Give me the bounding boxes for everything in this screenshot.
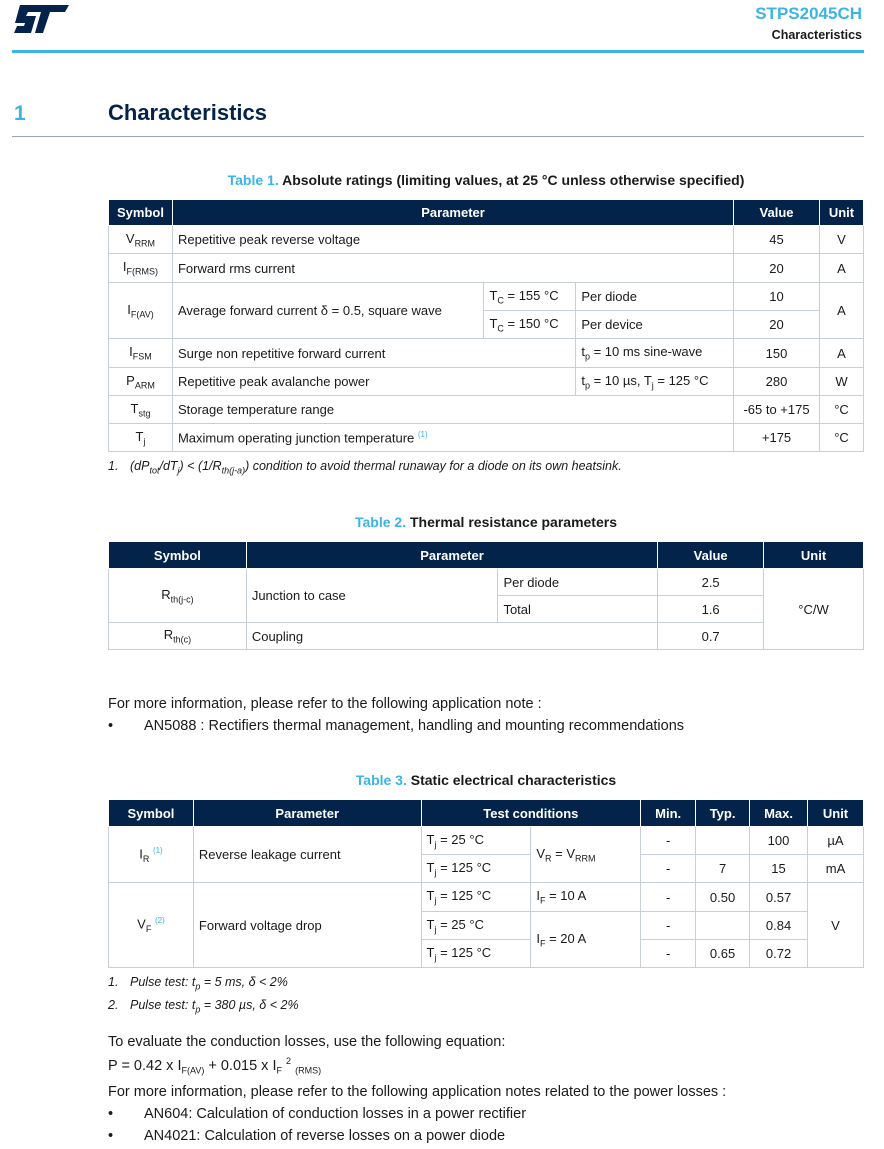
header-section-name: Characteristics (771, 28, 862, 42)
symbol-cell: $R_{th(c)}$ (109, 623, 247, 650)
section-number: 1 (14, 102, 26, 125)
table-row (109, 569, 864, 596)
col-unit: Unit (808, 800, 864, 827)
value-cell: 20 (734, 254, 820, 283)
max-cell: 0.72 (750, 940, 808, 968)
value-cell: 0.7 (658, 623, 764, 650)
symbol-cell: $I_{F(AV)}$ (109, 283, 173, 339)
app-note-intro: For more information, please refer to the following application note : (108, 696, 542, 712)
table-row (109, 254, 864, 283)
unit-cell: V (808, 883, 864, 968)
table-row (109, 424, 864, 452)
col-unit: Unit (764, 542, 864, 569)
app-note-item: • AN5088 : Rectifiers thermal management, handling and mounting recommendations (108, 718, 685, 734)
value-cell: 45 (734, 226, 820, 254)
table-row (109, 339, 864, 368)
table3-label: Table 3. (355, 772, 407, 788)
table1-caption (108, 172, 864, 188)
parameter-cell: Coupling (246, 623, 657, 650)
condition-cell: Per device (576, 311, 734, 339)
symbol-cell: $T_{stg}$ (109, 396, 173, 424)
condition-cell: $T_j = 125$ °C (421, 940, 531, 968)
value-cell: 2.5 (658, 569, 764, 596)
col-test-conditions: Test conditions (421, 800, 641, 827)
table-header-row (109, 542, 864, 569)
value-cell: 1.6 (658, 596, 764, 623)
col-symbol: Symbol (109, 542, 247, 569)
thermal-resistance-table (108, 541, 864, 650)
parameter-cell: Forward rms current (172, 254, 733, 283)
min-cell: - (641, 912, 696, 940)
min-cell: - (641, 855, 696, 883)
min-cell: - (641, 940, 696, 968)
col-parameter: Parameter (172, 200, 733, 226)
unit-cell: A (819, 283, 863, 339)
bullet-icon: • (108, 718, 114, 734)
condition-cell: $I_F = 10$ A (531, 883, 641, 912)
condition-cell: $V_R = V_{RRM}$ (531, 827, 641, 883)
col-parameter: Parameter (246, 542, 657, 569)
max-cell: 0.84 (750, 912, 808, 940)
parameter-cell: Repetitive peak avalanche power (172, 368, 575, 396)
symbol-cell: $I_{F(RMS)}$ (109, 254, 173, 283)
unit-cell: V (819, 226, 863, 254)
st-logo (14, 4, 70, 34)
min-cell: - (641, 883, 696, 912)
unit-cell: mA (808, 855, 864, 883)
condition-cell: $T_j = 25$ °C (421, 912, 531, 940)
parameter-cell: Storage temperature range (172, 396, 733, 424)
value-cell: 10 (734, 283, 820, 311)
table-header-row (109, 200, 864, 226)
condition-cell: $t_p = 10$ µs, $T_j = 125$ °C (576, 368, 734, 396)
equation-intro: To evaluate the conduction losses, use the following equation: (108, 1034, 506, 1050)
unit-cell: W (819, 368, 863, 396)
unit-cell: °C (819, 396, 863, 424)
value-cell: 150 (734, 339, 820, 368)
condition-cell: $I_F = 20$ A (531, 912, 641, 968)
table2-label: Table 2. (355, 514, 407, 530)
static-electrical-table (108, 799, 864, 968)
table1-label: Table 1. (227, 172, 279, 188)
max-cell: 15 (750, 855, 808, 883)
condition-cell: $T_C = 150$ °C (484, 311, 576, 339)
condition-cell: Total (498, 596, 658, 623)
table-header-row (109, 800, 864, 827)
max-cell: 0.57 (750, 883, 808, 912)
parameter-cell: Reverse leakage current (193, 827, 421, 883)
table-row (109, 883, 864, 912)
table1-footnote: 1. $(dP_{tot}/dT_j) < (1/R_{th(j-a)})$ condition to avoid thermal runaway for a diode on its own heatsink. (108, 459, 622, 476)
unit-cell: °C (819, 424, 863, 452)
table-row (109, 283, 864, 311)
parameter-cell: Average forward current δ = 0.5, square wave (172, 283, 483, 339)
condition-cell: Per diode (576, 283, 734, 311)
table2-caption (108, 514, 864, 530)
parameter-cell: Junction to case (246, 569, 498, 623)
table-row (109, 226, 864, 254)
parameter-cell: Repetitive peak reverse voltage (172, 226, 733, 254)
symbol-cell: $I_{FSM}$ (109, 339, 173, 368)
symbol-cell: $P_{ARM}$ (109, 368, 173, 396)
col-symbol: Symbol (109, 800, 194, 827)
typ-cell (696, 827, 750, 855)
table-row (109, 623, 864, 650)
footnote-ref: (1) (417, 429, 428, 439)
unit-cell: µA (808, 827, 864, 855)
col-parameter: Parameter (193, 800, 421, 827)
table2-title: Thermal resistance parameters (409, 514, 617, 530)
table-row (109, 827, 864, 855)
bullet-icon: • (108, 1106, 114, 1122)
app-note-item: • AN4021: Calculation of reverse losses on a power diode (108, 1128, 506, 1144)
condition-cell: Per diode (498, 569, 658, 596)
table3-footnote-2: 2. Pulse test: $t_p = 380$ µs, δ < 2% (108, 998, 299, 1015)
symbol-cell: $V_{RRM}$ (109, 226, 173, 254)
bullet-icon: • (108, 1128, 114, 1144)
parameter-cell: Surge non repetitive forward current (172, 339, 575, 368)
value-cell: 20 (734, 311, 820, 339)
table3-title: Static electrical characteristics (410, 772, 617, 788)
table3-caption (108, 772, 864, 788)
typ-cell: 7 (696, 855, 750, 883)
section-title: Characteristics (108, 100, 267, 125)
condition-cell: $T_j = 125$ °C (421, 883, 531, 912)
document-id: STPS2045CH (755, 4, 862, 23)
condition-cell: $T_C = 155$ °C (484, 283, 576, 311)
symbol-cell: $V_F$ $^{(2)}$ (109, 883, 194, 968)
table3-footnote-1: 1. Pulse test: $t_p = 5$ ms, δ < 2% (108, 975, 288, 992)
section-rule (12, 136, 864, 137)
value-cell: 280 (734, 368, 820, 396)
min-cell: - (641, 827, 696, 855)
symbol-cell: $R_{th(j-c)}$ (109, 569, 247, 623)
unit-cell: A (819, 339, 863, 368)
symbol-cell: $T_j$ (109, 424, 173, 452)
col-typ: Typ. (696, 800, 750, 827)
app-note-item: • AN604: Calculation of conduction losses in a power rectifier (108, 1106, 527, 1122)
app-notes-intro: For more information, please refer to the following application notes related to the power losses : (108, 1084, 727, 1100)
header-rule (12, 50, 864, 53)
typ-cell: 0.65 (696, 940, 750, 968)
value-cell: -65 to +175 (734, 396, 820, 424)
typ-cell: 0.50 (696, 883, 750, 912)
loss-equation: P = 0.42 x $I_{F(AV)} + 0.015$ x $I_F$ $^2$ $_{(RMS)}$ (108, 1056, 322, 1076)
col-max: Max. (750, 800, 808, 827)
parameter-cell: Forward voltage drop (193, 883, 421, 968)
col-unit: Unit (819, 200, 863, 226)
col-value: Value (734, 200, 820, 226)
unit-cell: °C/W (764, 569, 864, 650)
condition-cell: $T_j = 25$ °C (421, 827, 531, 855)
col-value: Value (658, 542, 764, 569)
condition-cell: $T_j = 125$ °C (421, 855, 531, 883)
table-row (109, 368, 864, 396)
symbol-cell: $I_R$ $^{(1)}$ (109, 827, 194, 883)
table-row (109, 396, 864, 424)
typ-cell (696, 912, 750, 940)
col-min: Min. (641, 800, 696, 827)
table1-title: Absolute ratings (limiting values, at 25 °C unless otherwise specified) (282, 172, 745, 188)
condition-cell: $t_p = 10$ ms sine-wave (576, 339, 734, 368)
value-cell: +175 (734, 424, 820, 452)
absolute-ratings-table (108, 199, 864, 452)
max-cell: 100 (750, 827, 808, 855)
parameter-cell: Maximum operating junction temperature $^{(1)}$ (172, 424, 733, 452)
col-symbol: Symbol (109, 200, 173, 226)
unit-cell: A (819, 254, 863, 283)
